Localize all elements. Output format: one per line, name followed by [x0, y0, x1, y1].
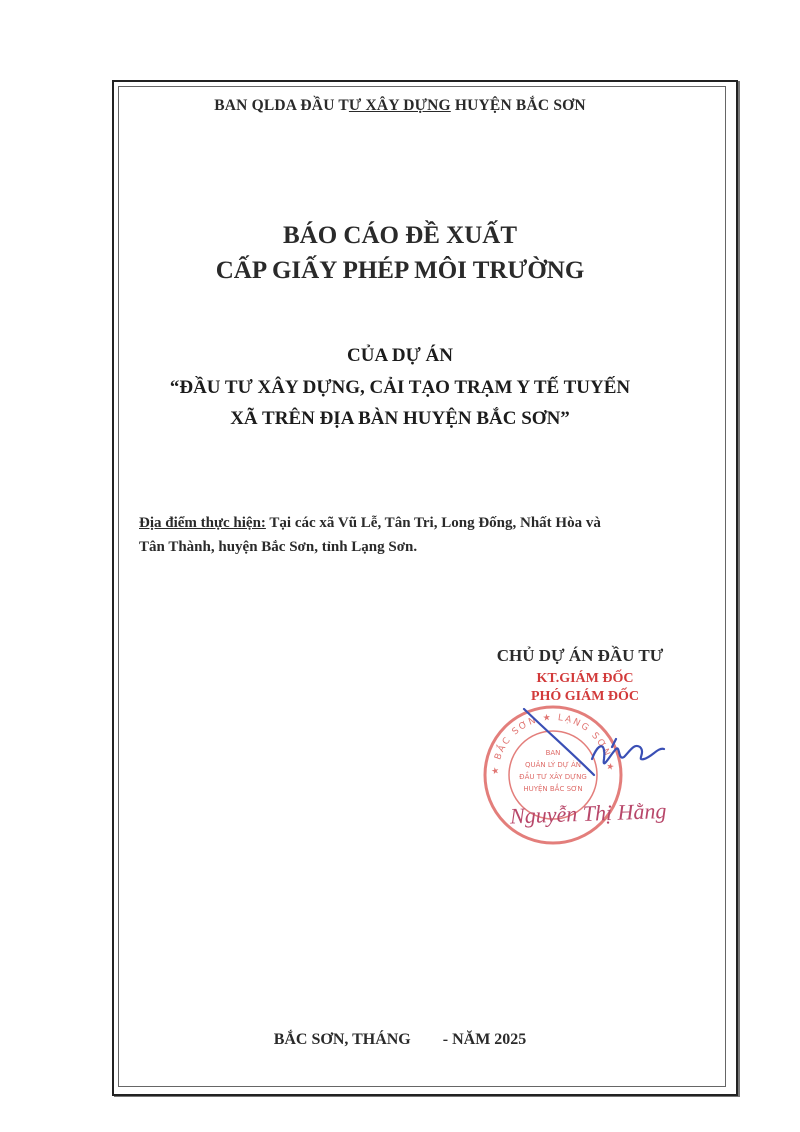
- project-name-line1: “ĐẦU TƯ XÂY DỰNG, CẢI TẠO TRẠM Y TẾ TUYẾN: [169, 377, 631, 398]
- year: - NĂM 2025: [442, 1031, 527, 1048]
- location-label: Địa điểm thực hiện:: [139, 515, 266, 531]
- location-line1: [139, 511, 739, 535]
- agency-name-part1: BAN QLDA ĐẦU T: [214, 97, 349, 114]
- svg-text:★ BẮC SƠN ★ LẠNG SƠN ★: ★ BẮC SƠN ★ LẠNG SƠN ★: [490, 712, 616, 776]
- signer-name: Nguyễn Thị Hằng: [509, 798, 667, 829]
- place-date: [0, 1031, 800, 1049]
- place-month: BẮC SƠN, THÁNG: [273, 1031, 411, 1048]
- agency-name-part3: HUYỆN BẮC SƠN: [450, 97, 586, 114]
- project-owner-heading: CHỦ DỰ ÁN ĐẦU TƯ: [496, 646, 664, 665]
- agency-name: [0, 97, 800, 115]
- report-title-line2: CẤP GIẤY PHÉP MÔI TRƯỜNG: [215, 257, 585, 284]
- report-title-line1: BÁO CÁO ĐỀ XUẤT: [282, 222, 518, 249]
- agency-name-part2-underlined: Ư XÂY DỰNG: [348, 97, 451, 114]
- location-text-1: Tại các xã Vũ Lễ, Tân Tri, Long Đống, Nhất Hòa và: [265, 515, 601, 531]
- project-name-line2: XÃ TRÊN ĐỊA BÀN HUYỆN BẮC SƠN”: [230, 408, 570, 429]
- deputy-director: PHÓ GIÁM ĐỐC: [530, 689, 640, 704]
- location-line2: Tân Thành, huyện Bắc Sơn, tỉnh Lạng Sơn.: [139, 539, 418, 555]
- handwritten-signature: [494, 703, 674, 803]
- svg-text:ĐẦU TƯ XÂY DỰNG: ĐẦU TƯ XÂY DỰNG: [519, 773, 587, 781]
- svg-text:HUYỆN BẮC SƠN: HUYỆN BẮC SƠN: [523, 785, 583, 793]
- project-label: CỦA DỰ ÁN: [347, 345, 453, 366]
- svg-text:BAN: BAN: [545, 749, 561, 757]
- on-behalf-director: KT.GIÁM ĐỐC: [536, 671, 634, 686]
- svg-text:QUẢN LÝ DỰ ÁN: QUẢN LÝ DỰ ÁN: [525, 761, 581, 769]
